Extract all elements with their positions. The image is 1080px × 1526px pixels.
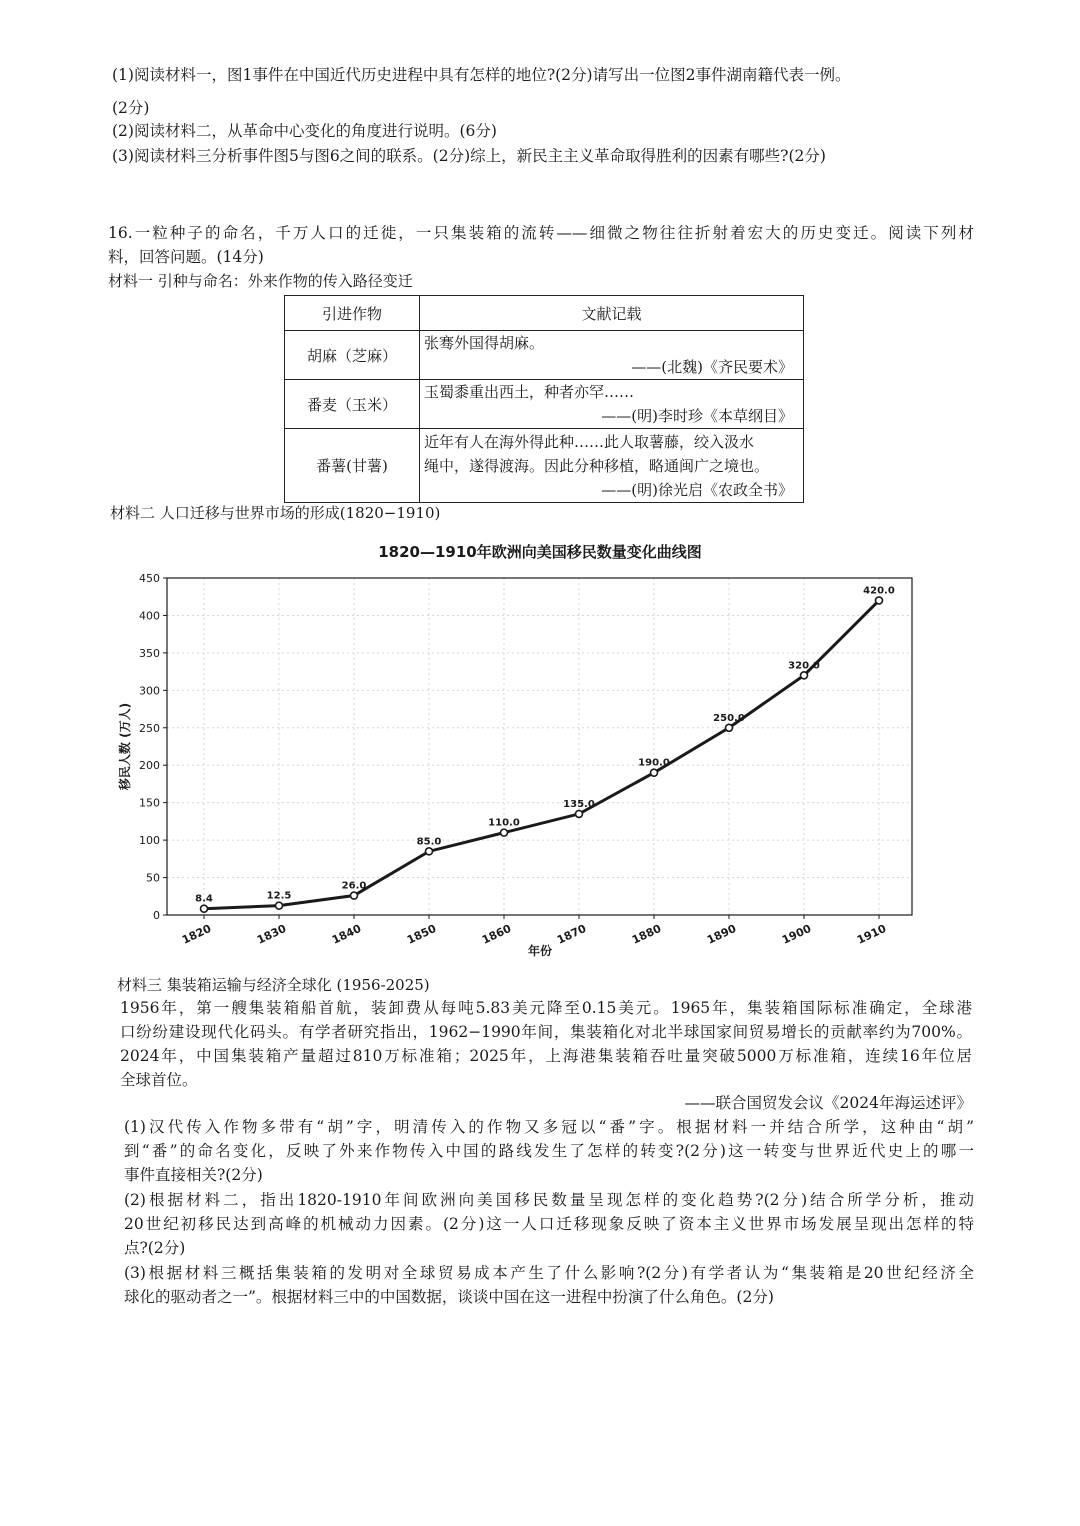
y-tick-label: 400 [139,609,160,623]
x-tick-label: 1820 [180,921,214,947]
record-text: 近年有人在海外得此种……此人取薯藤，绞入汲水 [424,432,755,451]
table-record-2 [420,380,804,429]
q16-2-line-1: (2)根据材料二，指出1820-1910年间欧洲向美国移民数量呈现怎样的变化趋势?(2分)结合所学分析，推动 [124,1191,974,1209]
top-question-1: (1)阅读材料一，图1事件在中国近代历史进程中具有怎样的地位?(2分)请写出一位图2事件湖南籍代表一例。 [112,66,851,84]
y-tick-label: 300 [139,684,160,698]
chart-y-axis [139,572,167,922]
table-crop-1: 胡麻（芝麻） [285,331,420,380]
record-source: ——(明)李时珍《本草纲目》 [601,407,793,425]
top-question-2: (2)阅读材料二，从革命中心变化的角度进行说明。(6分) [112,122,497,140]
data-point [276,902,283,909]
q16-2-line-3: 点?(2分) [124,1239,186,1257]
data-label: 190.0 [638,757,670,769]
x-tick-label: 1880 [630,921,664,947]
data-label: 420.0 [863,585,895,597]
data-label: 85.0 [416,836,442,848]
y-tick-label: 250 [139,721,160,735]
data-point [651,769,658,776]
q16-3-line-2: 球化的驱动者之一”。根据材料三中的中国数据，谈谈中国在这一进程中扮演了什么角色。(2分) [124,1288,774,1306]
data-point [801,672,808,679]
q16-3-line-1: (3)根据材料三概括集装箱的发明对全球贸易成本产生了什么影响?(2分)有学者认为“集装箱是20世纪经济全 [124,1264,974,1282]
table-crop-2: 番麦（玉米） [285,380,420,429]
material3-title: 材料三 集装箱运输与经济全球化 (1956-2025) [117,976,430,994]
data-point [501,829,508,836]
chart-grid [167,578,912,915]
chart-title: 1820—1910年欧洲向美国移民数量变化曲线图 [378,543,702,561]
chart-x-label: 年份 [527,944,553,958]
record-source: ——(明)徐光启《农政全书》 [601,480,793,499]
record-text: 绳中，遂得渡海。因此分种移植，略通闽广之境也。 [424,456,770,475]
x-tick-label: 1850 [405,921,439,947]
material3-line-3: 2024年，中国集装箱产量超过810万标准箱；2025年，上海港集装箱吞吐量突破5000万标准箱，连续16年位居 [120,1047,972,1065]
q16-intro-cont: 料，回答问题。(14分) [108,248,264,266]
q16-1-line-3: 事件直接相关?(2分) [124,1166,263,1184]
x-tick-label: 1840 [330,921,364,947]
data-point [576,810,583,817]
table-crop-3: 番薯(甘薯) [285,429,420,503]
q16-1-line-1: (1)汉代传入作物多带有“胡”字，明清传入的作物又多冠以“番”字。根据材料一并结合所学，这种由“胡” [124,1118,974,1136]
x-tick-label: 1860 [480,921,514,947]
y-tick-label: 0 [153,909,160,922]
x-tick-label: 1870 [555,921,589,947]
data-point [201,905,208,912]
table-header-crop: 引进作物 [285,296,420,331]
table-record-1 [420,331,804,380]
data-point [876,597,883,604]
data-label: 12.5 [266,890,292,902]
table-record-3 [420,429,804,503]
top-question-3: (3)阅读材料三分析事件图5与图6之间的联系。(2分)综上，新民主主义革命取得胜利的因素有哪些?(2分) [112,147,826,165]
record-text: 张骞外国得胡麻。 [424,334,545,352]
q16-intro: 16.一粒种子的命名，千万人口的迁徙，一只集装箱的流转——细微之物往往折射着宏大的历史变迁。阅读下列材 [108,224,974,242]
material2-title: 材料二 人口迁移与世界市场的形成(1820−1910) [110,504,441,522]
data-label: 250.0 [713,712,745,724]
top-question-1-score: (2分) [112,99,150,117]
material3-source: ——联合国贸发会议《2024年海运述评》 [684,1094,972,1112]
x-tick-label: 1900 [780,921,814,947]
chart-points [195,585,895,912]
q16-1-line-2: 到“番”的命名变化，反映了外来作物传入中国的路线发生了怎样的转变?(2分)这一转变与世界近代史上的哪一 [124,1142,974,1160]
data-point [426,848,433,855]
data-label: 320.0 [788,660,820,672]
y-tick-label: 100 [139,834,160,848]
chart-x-axis [180,915,889,947]
series-line [204,600,879,908]
chart-y-label: 移民人数 (万人) [118,702,132,791]
data-label: 135.0 [563,798,595,810]
material3-line-4: 全球首位。 [120,1071,198,1089]
x-tick-label: 1830 [255,921,289,947]
table-header-record: 文献记载 [420,296,804,331]
material1-table [284,295,804,503]
y-tick-label: 50 [146,871,160,885]
material3-line-2: 口纷纷建设现代化码头。有学者研究指出，1962−1990年间，集装箱化对北半球国家间贸易增长的贡献率约为700%。 [120,1023,972,1041]
material1-title: 材料一 引种与命名：外来作物的传入路径变迁 [108,272,413,290]
data-label: 26.0 [341,880,367,892]
y-tick-label: 200 [139,759,160,773]
y-tick-label: 450 [139,572,160,585]
x-tick-label: 1890 [705,921,739,947]
q16-2-line-2: 20世纪初移民达到高峰的机械动力因素。(2分)这一人口迁移现象反映了资本主义世界市场发展呈现出怎样的特 [124,1215,974,1233]
y-tick-label: 350 [139,646,160,660]
x-tick-label: 1910 [855,921,889,947]
y-tick-label: 150 [139,796,160,810]
immigration-line-chart [0,535,1080,965]
data-label: 8.4 [195,893,213,905]
data-label: 110.0 [488,817,520,829]
material3-line-1: 1956年，第一艘集装箱船首航，装卸费从每吨5.83美元降至0.15美元。1965年，集装箱国际标准确定，全球港 [120,999,972,1017]
data-point [351,892,358,899]
data-point [726,724,733,731]
record-source: ——(北魏)《齐民要术》 [631,358,793,376]
record-text: 玉蜀黍重出西土，种者亦罕…… [424,383,635,401]
